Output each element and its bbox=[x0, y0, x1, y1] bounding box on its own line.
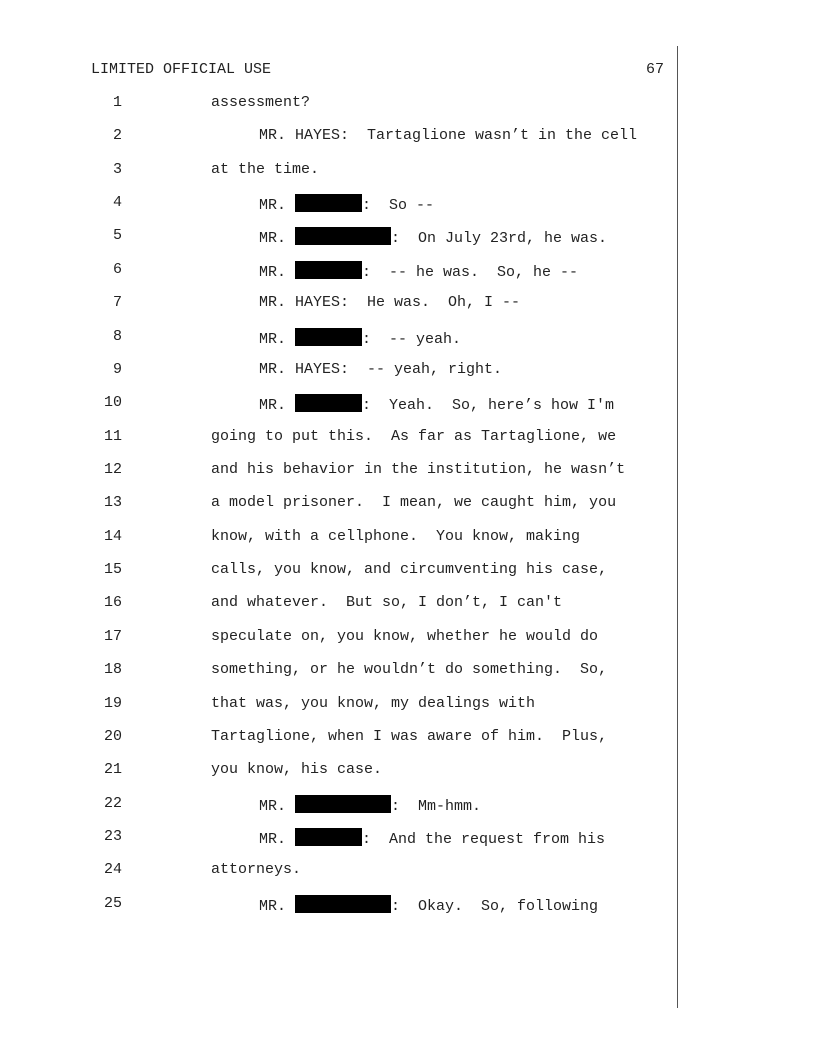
line-number: 9 bbox=[112, 360, 122, 378]
line-number: 19 bbox=[103, 694, 122, 712]
line-text bbox=[211, 728, 607, 745]
transcript-line bbox=[0, 194, 680, 214]
transcript-line bbox=[0, 361, 680, 381]
text-segment: MR. HAYES: Tartaglione wasn’t in the cell bbox=[259, 127, 638, 145]
line-number: 5 bbox=[112, 227, 122, 245]
text-segment: at the time. bbox=[211, 160, 320, 178]
line-number: 20 bbox=[103, 727, 122, 745]
text-segment: MR. bbox=[259, 197, 296, 215]
text-segment: MR. bbox=[259, 330, 296, 348]
transcript-line bbox=[0, 828, 680, 848]
text-segment: attorneys. bbox=[211, 861, 302, 879]
text-segment: : -- yeah. bbox=[362, 330, 462, 348]
line-number: 13 bbox=[103, 494, 122, 512]
line-number: 4 bbox=[112, 194, 122, 212]
transcript-line bbox=[0, 761, 680, 781]
transcript-line bbox=[0, 94, 680, 114]
text-segment: MR. bbox=[259, 797, 296, 815]
line-text bbox=[211, 628, 598, 645]
text-segment: MR. bbox=[259, 263, 296, 281]
line-number: 21 bbox=[103, 761, 122, 779]
text-segment: : Okay. So, following bbox=[391, 897, 599, 915]
line-number: 3 bbox=[112, 160, 122, 178]
line-text bbox=[259, 361, 502, 378]
text-segment: : And the request from his bbox=[362, 830, 606, 848]
redaction-box bbox=[295, 194, 362, 212]
redaction-box bbox=[295, 828, 362, 846]
line-text bbox=[211, 94, 310, 111]
redaction-box bbox=[295, 328, 362, 346]
text-segment: calls, you know, and circumventing his case, bbox=[211, 561, 608, 578]
transcript-line bbox=[0, 561, 680, 581]
transcript-line bbox=[0, 261, 680, 281]
line-text bbox=[211, 528, 580, 545]
redaction-box bbox=[295, 895, 391, 913]
text-segment: know, with a cellphone. You know, making bbox=[211, 527, 581, 545]
text-segment: MR. HAYES: -- yeah, right. bbox=[259, 360, 503, 378]
line-text bbox=[259, 394, 614, 414]
line-text bbox=[259, 828, 605, 848]
line-number: 10 bbox=[103, 394, 122, 412]
text-segment: MR. bbox=[259, 397, 296, 415]
line-number: 14 bbox=[103, 527, 122, 545]
text-segment: Tartaglione, when I was aware of him. Plus, bbox=[211, 727, 608, 745]
line-text bbox=[211, 861, 301, 878]
text-segment: that was, you know, my dealings with bbox=[211, 694, 536, 712]
text-segment: : So -- bbox=[362, 197, 435, 215]
redaction-box bbox=[295, 795, 391, 813]
text-segment: assessment? bbox=[211, 94, 311, 111]
line-text bbox=[211, 761, 382, 778]
line-number: 24 bbox=[103, 861, 122, 879]
line-text bbox=[259, 294, 520, 311]
line-text bbox=[259, 194, 434, 214]
text-segment: : Mm-hmm. bbox=[391, 797, 482, 815]
text-segment: something, or he wouldn’t do something. So, bbox=[211, 661, 608, 679]
line-number: 22 bbox=[103, 794, 122, 812]
transcript-line bbox=[0, 127, 680, 147]
line-text bbox=[259, 127, 637, 144]
text-segment: and his behavior in the institution, he wasn’t bbox=[211, 461, 626, 478]
text-segment: : On July 23rd, he was. bbox=[391, 230, 608, 248]
text-segment: you know, his case. bbox=[211, 761, 383, 779]
transcript-line bbox=[0, 594, 680, 614]
transcript-line bbox=[0, 728, 680, 748]
line-number: 2 bbox=[112, 127, 122, 145]
redaction-box bbox=[295, 227, 391, 245]
line-text bbox=[211, 161, 319, 178]
line-text bbox=[211, 461, 625, 478]
line-number: 15 bbox=[103, 561, 122, 578]
line-text bbox=[211, 561, 607, 578]
transcript-line bbox=[0, 861, 680, 881]
line-text bbox=[259, 261, 578, 281]
line-text bbox=[259, 328, 461, 348]
page-number: 67 bbox=[646, 61, 665, 78]
line-text bbox=[259, 227, 607, 247]
transcript-line bbox=[0, 227, 680, 247]
line-text bbox=[259, 895, 598, 915]
transcript-line bbox=[0, 494, 680, 514]
line-text bbox=[211, 428, 616, 445]
transcript-line bbox=[0, 795, 680, 815]
text-segment: : Yeah. So, here’s how I'm bbox=[362, 397, 615, 415]
transcript-line bbox=[0, 161, 680, 181]
line-number: 11 bbox=[103, 427, 122, 445]
line-number: 8 bbox=[112, 327, 122, 345]
text-segment: and whatever. But so, I don’t, I can't bbox=[211, 594, 563, 612]
line-number: 7 bbox=[112, 294, 122, 312]
transcript-line bbox=[0, 328, 680, 348]
line-number: 17 bbox=[103, 627, 122, 645]
line-number: 6 bbox=[112, 260, 122, 278]
transcript-line bbox=[0, 394, 680, 414]
transcript-line bbox=[0, 294, 680, 314]
transcript-line bbox=[0, 895, 680, 915]
redaction-box bbox=[295, 394, 362, 412]
redaction-box bbox=[295, 261, 362, 279]
transcript-line bbox=[0, 628, 680, 648]
line-text bbox=[259, 795, 481, 815]
transcript-line bbox=[0, 661, 680, 681]
text-segment: a model prisoner. I mean, we caught him, you bbox=[211, 494, 617, 512]
line-number: 18 bbox=[103, 661, 122, 679]
text-segment: MR. bbox=[259, 230, 296, 248]
line-number: 23 bbox=[103, 827, 122, 845]
text-segment: MR. bbox=[259, 830, 296, 848]
line-number: 25 bbox=[103, 894, 122, 912]
transcript-line bbox=[0, 428, 680, 448]
line-number: 12 bbox=[103, 461, 122, 478]
line-text bbox=[211, 594, 562, 611]
line-text bbox=[211, 494, 616, 511]
text-segment: : -- he was. So, he -- bbox=[362, 263, 579, 281]
line-text bbox=[211, 661, 607, 678]
transcript-line bbox=[0, 461, 680, 481]
text-segment: MR. HAYES: He was. Oh, I -- bbox=[259, 294, 521, 312]
classification-header: LIMITED OFFICIAL USE bbox=[91, 61, 272, 78]
text-segment: MR. bbox=[259, 897, 296, 915]
line-number: 16 bbox=[103, 594, 122, 612]
line-text bbox=[211, 695, 535, 712]
transcript-line bbox=[0, 695, 680, 715]
line-number: 1 bbox=[112, 94, 122, 111]
text-segment: going to put this. As far as Tartaglione, we bbox=[211, 427, 617, 445]
text-segment: speculate on, you know, whether he would do bbox=[211, 627, 599, 645]
transcript-line bbox=[0, 528, 680, 548]
